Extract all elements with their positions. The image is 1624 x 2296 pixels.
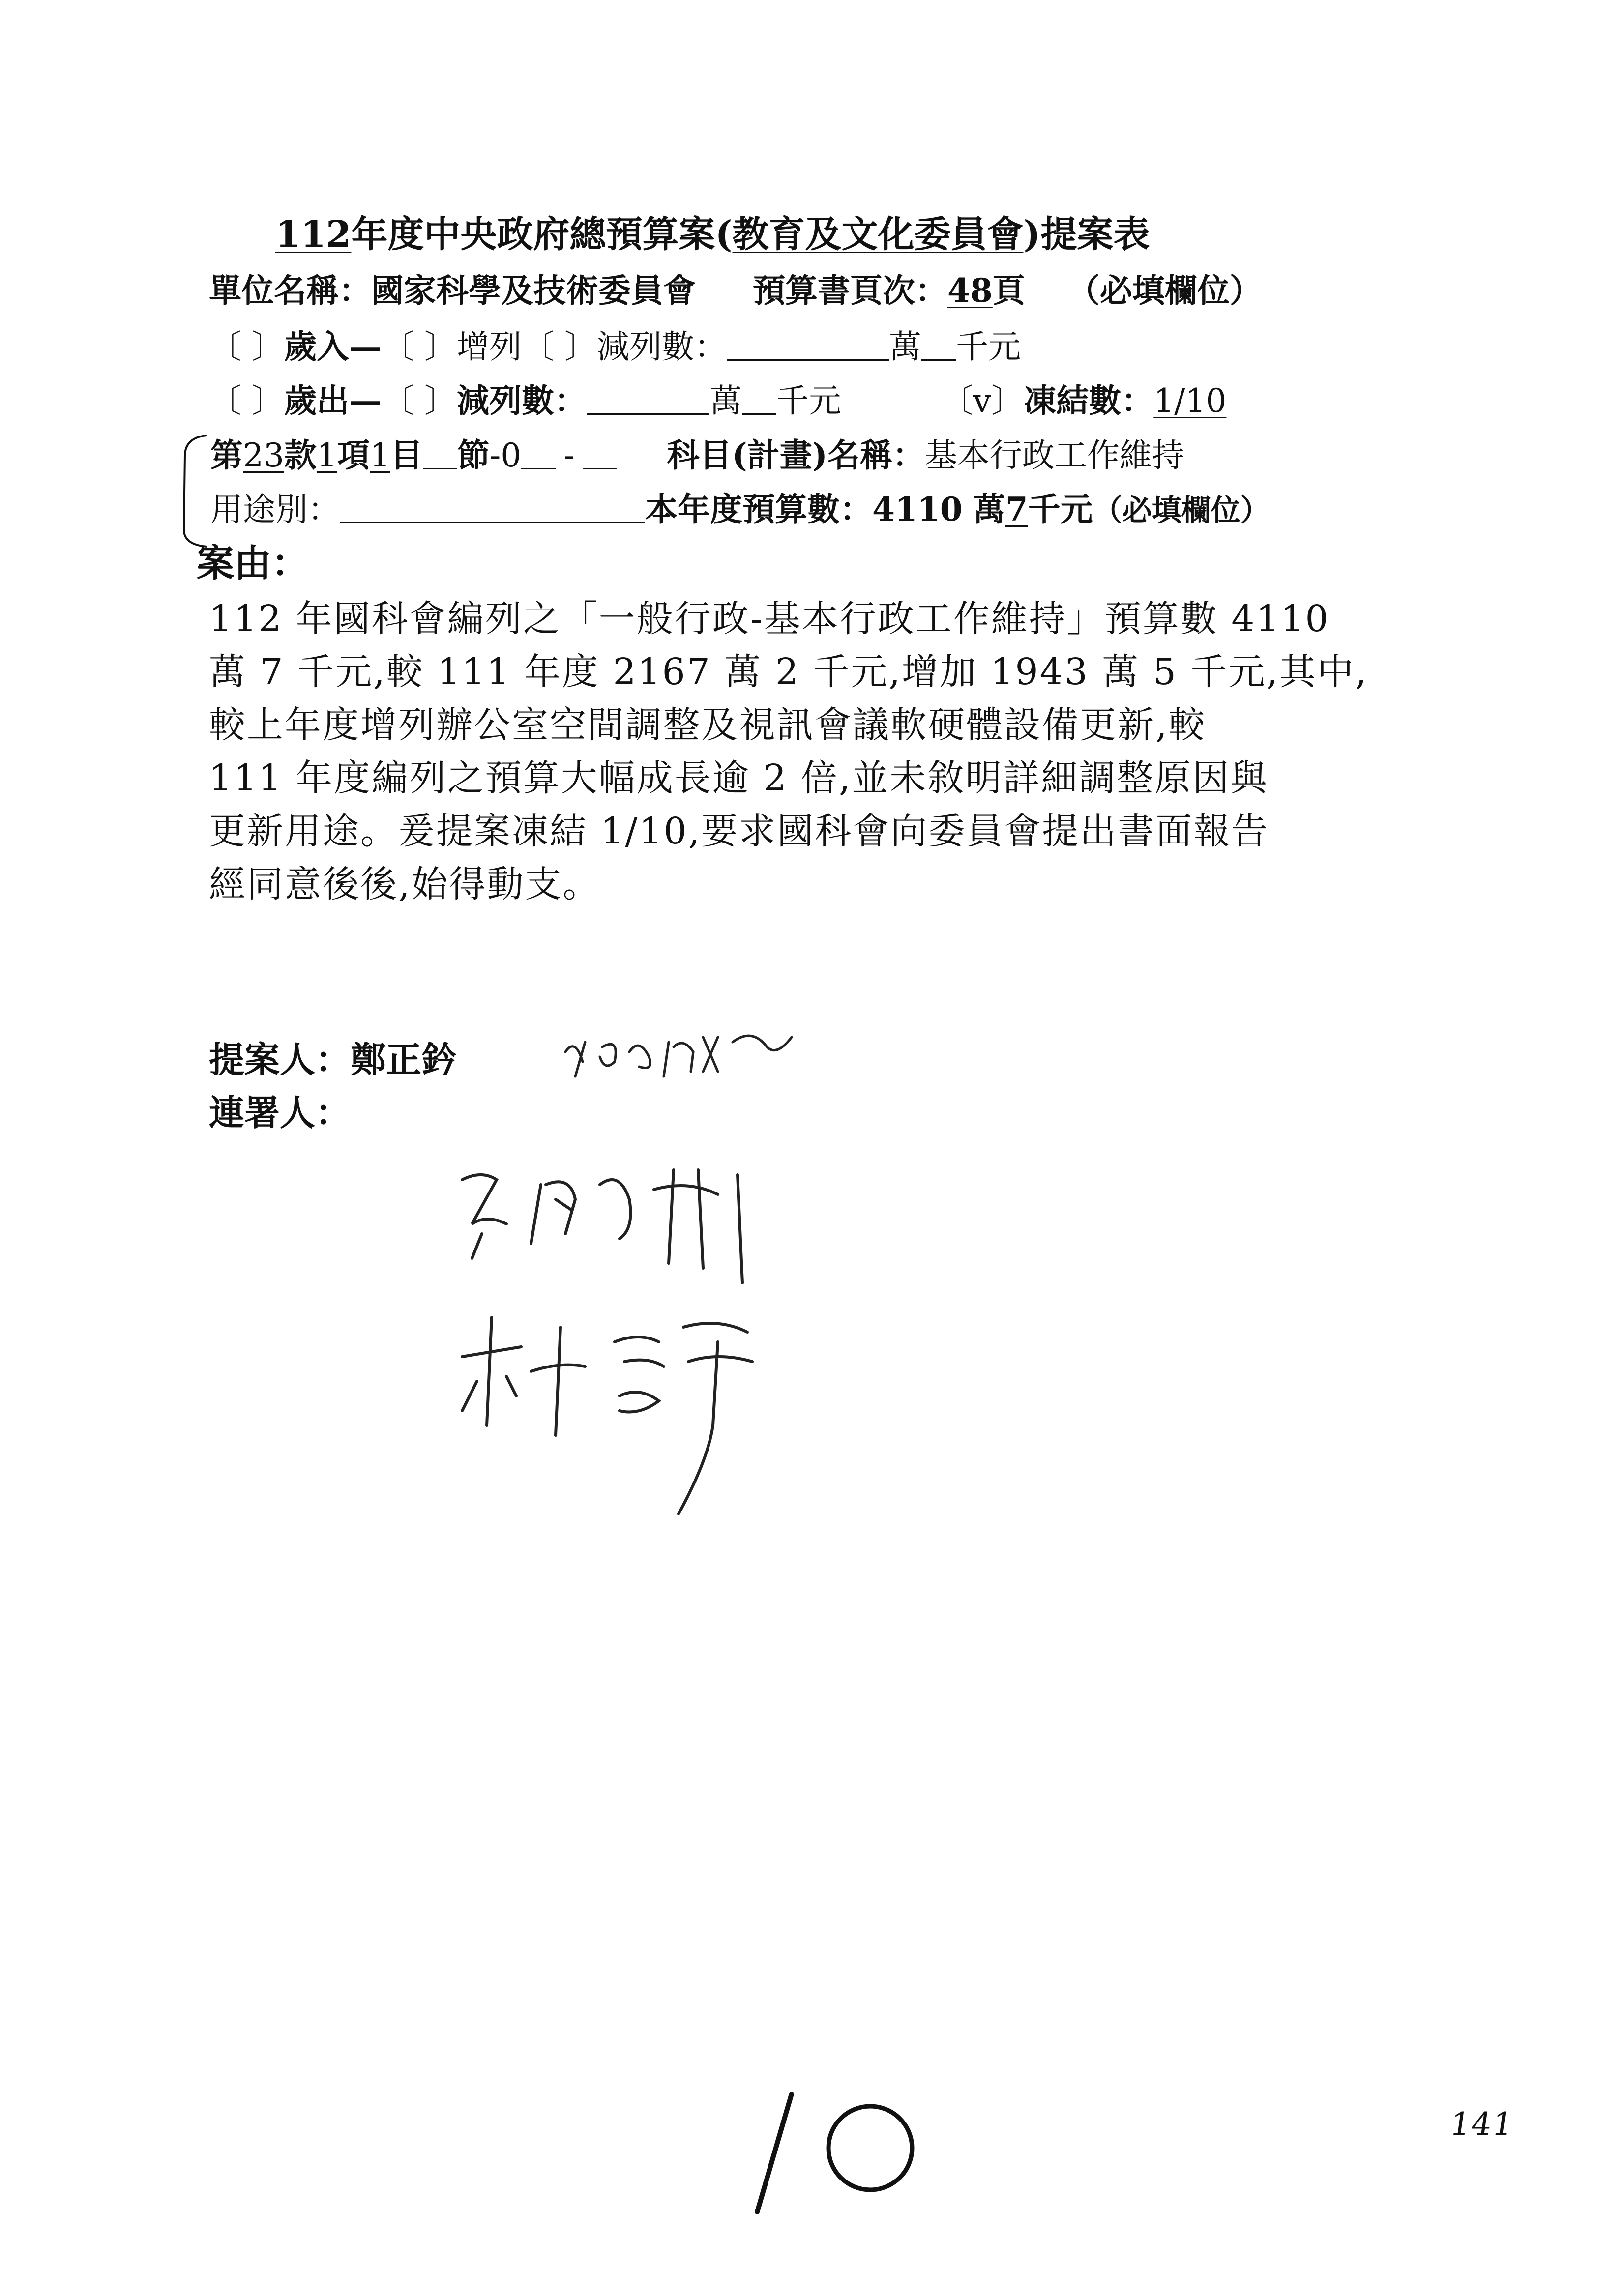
proposer-label: 提案人：鄭正鈐 (209, 1039, 457, 1080)
page-unit: 頁 (992, 271, 1025, 310)
wan-label: 萬 (973, 490, 1005, 528)
handwritten-number (738, 2079, 944, 2227)
freeze-value: 1/10 (1153, 382, 1227, 420)
freeze-checkbox: 〔v〕 (940, 382, 1024, 420)
dash-sep: - (563, 436, 575, 474)
revenue-qian-blank (921, 334, 956, 361)
expense-qian-blank (742, 388, 776, 415)
revenue-wan-unit: 萬 (888, 328, 921, 366)
revenue-checkbox: 〔 〕 (209, 328, 284, 366)
amount-label: 本年度預算數： (645, 490, 872, 528)
expense-checkbox: 〔 〕 (209, 382, 284, 420)
title-committee: 教育及文化委員會 (732, 213, 1024, 256)
expense-qian-unit: 千元 (776, 382, 841, 420)
cosigner-label: 連署人： (209, 1092, 351, 1133)
decrease-label: 減列數： (596, 328, 727, 366)
kuan-label: 款 (284, 436, 317, 474)
expense-row (209, 381, 1227, 420)
unit-label: 單位名稱：國家科學及技術委員會 (209, 271, 696, 310)
unit-row (209, 271, 1262, 310)
expense-wan-unit: 萬 (709, 382, 742, 420)
page-value: 48 (947, 271, 993, 310)
expense-label: 歲出— (284, 381, 382, 420)
usage-blank (340, 496, 645, 523)
bracket-mark (177, 433, 211, 551)
cosigner-signature-2 (452, 1298, 777, 1529)
mu-label: 目 (390, 436, 423, 474)
revenue-wan-blank (727, 334, 889, 361)
revenue-row (209, 327, 1021, 366)
handwritten-number-text: 10 (828, 2204, 854, 2227)
title-year: 112 (275, 213, 352, 256)
subject-value: 基本行政工作維持 (925, 436, 1185, 474)
usage-required-note: （必填欄位） (1093, 494, 1270, 528)
expense-decrease-checkbox: 〔 〕 (381, 382, 457, 420)
cosigner-signature-1 (443, 1140, 787, 1288)
expense-wan-blank (587, 388, 709, 415)
decrease-checkbox: 〔 〕 (521, 328, 597, 366)
usage-row (210, 490, 1270, 528)
usage-label: 用途別： (210, 491, 340, 528)
kuan-value: 23 (243, 436, 284, 474)
qian-label: 千元 (1028, 490, 1093, 528)
title-part2: )提案表 (1023, 213, 1150, 256)
subject-label: 科目(計畫)名稱： (667, 436, 925, 474)
increase-label: 增列 (456, 328, 522, 366)
freeze-label: 凍結數： (1024, 381, 1154, 420)
dash-blank (583, 442, 617, 469)
title-part1: 年度中央政府總預算案( (351, 213, 733, 256)
form-title (275, 213, 1150, 256)
di-label: 第 (210, 436, 243, 474)
jie-value: -0 (489, 436, 522, 474)
page-stamp: 141 (1447, 2106, 1516, 2143)
amount-wan: 4110 (872, 490, 963, 528)
revenue-qian-unit: 千元 (955, 328, 1021, 366)
required-note: （必填欄位） (1067, 271, 1262, 310)
reason-text: 112 年國科會編列之「一般行政-基本行政工作維持」預算數 4110 萬 7 千元,較 111 年度 2167 萬 2 千元,增加 1943 萬 5 千元,其中, 較上年度增列辦公室空間調整及視訊會議軟硬體設備更新,較 111 年度編列之預算大幅成長逾 2 倍,並未敘明詳細調整原因與 更新用途。爰提案凍結 1/10,要求國科會向委員會提出書面報告 經同意後後,始得動支。 (209, 598, 1368, 905)
revenue-label: 歲入— (284, 327, 382, 366)
reason-label: 案由： (197, 541, 309, 585)
expense-decrease-label: 減列數： (456, 381, 587, 420)
xiang-value: 1 (316, 436, 337, 474)
page-label: 預算書頁次： (752, 271, 947, 310)
jie-label: 節 (457, 436, 490, 474)
increase-checkbox: 〔 〕 (381, 328, 457, 366)
mu-blank (423, 442, 457, 469)
mu-value: 1 (369, 436, 390, 474)
amount-qian: 7 (1005, 490, 1028, 528)
jie-blank (521, 442, 556, 469)
budget-row (210, 436, 1185, 474)
xiang-label: 項 (337, 436, 370, 474)
proposer-signature (556, 1017, 811, 1091)
